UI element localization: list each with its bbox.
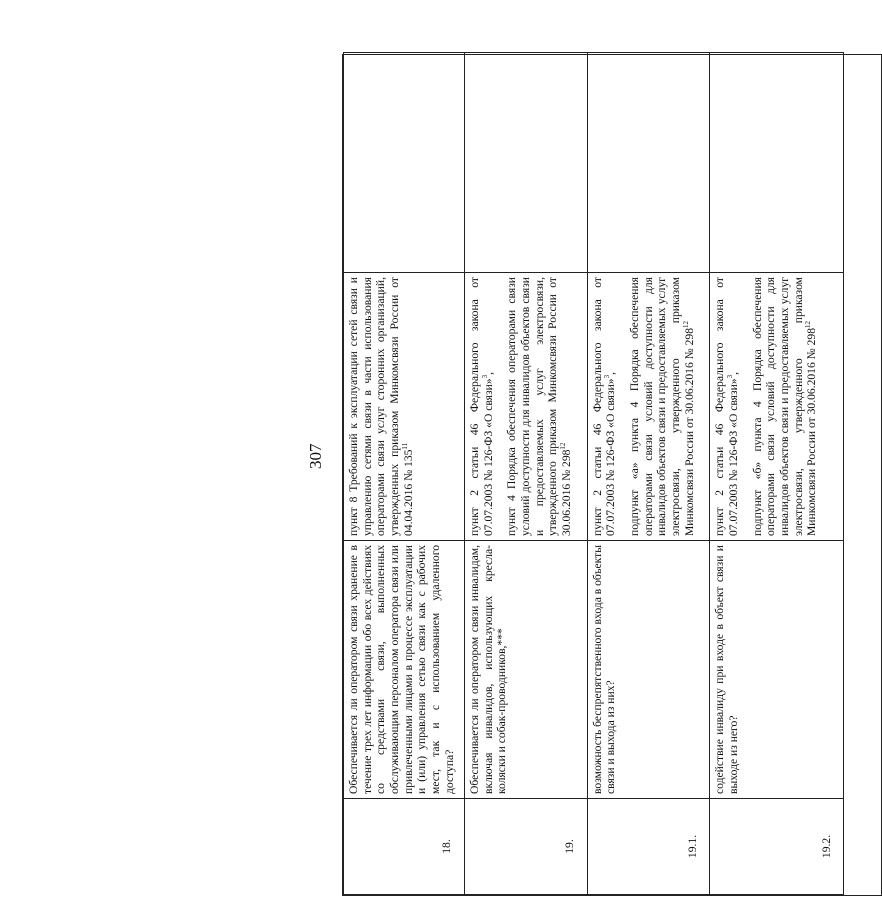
footnote-mark: 12 [559,442,568,450]
reference-cell: пункт 2 статьи 46 Федерального закона от 07.07.2003 № 126-ФЗ «О связи»$^3$, пункт 4 Порядка обеспечения операторами связи условий доступности для инвалидов объектов связи и предоставляемых услуг электросвязи, утвержденного приказом Минкомсвязи России от 30.06.2016 № $298^{12}$ [465,273,588,541]
row-number: 18. [344,799,465,895]
mark-cell [344,53,465,273]
reference-text: подпункт «б» пункта 4 Порядка обеспечения операторами связи условий доступности для инвалидов объектов связи и предоставляемых услуг электросвязи, утвержденного приказом Минкомсвязи России от 30.06.2016 № 298 [750,277,819,536]
table-row [344,53,465,895]
reference-cell: пункт 2 статьи 46 Федерального закона от 07.07.2003 № 126-ФЗ «О связи»$^3$, подпункт «а» пункта 4 Порядка обеспечения операторами связи условий доступности для инвалидов объектов связи и предоставляемых услуг электросвязи, утвержденного приказом Минкомсвязи России от 30.06.2016 № $298^{12}$ [587,273,710,541]
reference-text: пункт 4 Порядка обеспечения операторами связи условий доступности для инвалидов объектов связи и предоставляемых услуг электросвязи, утвержденного приказом Минкомсвязи России от 30.06.2016 № 298 [505,277,574,536]
reference-text: пункт 2 статьи 46 Федерального закона от 07.07.2003 № 126-ФЗ «О связи» [713,277,741,536]
requirements-table [342,54,882,896]
table-row [710,53,844,895]
table-row [587,53,710,895]
question-cell: Обеспечивается ли оператором связи хранение в течение трех лет информации обо всех действиях со средствами связи, выполненных обслуживающим персоналом оператора связи или привлеченными лицами в процессе эксплуатации и (или) управления сетью связи как с рабочих мест, так и с использованием удаленного доступа? [344,541,465,799]
page-number: 307 [306,443,325,469]
row-number: 19.1. [587,799,710,895]
reference-text: пункт 8 Требований к эксплуатации сетей связи и управлению сетями связи в части использования операторами связи услуг сторонних организаций, утвержденных приказом Минкомсвязи России от 04.04.2016 № 135 [347,277,415,536]
question-cell: Обеспечивается ли оператором связи инвалидам, включая инвалидов, использующих кресла-коляски и собак-проводников,*** [465,541,588,799]
reference-text: пункт 2 статьи 46 Федерального закона от 07.07.2003 № 126-ФЗ «О связи» [468,277,495,536]
table-row [465,53,588,895]
footnote-mark: 12 [681,320,690,328]
row-number: 19. [465,799,588,895]
question-cell: возможность беспрепятственного входа в объекты связи и выхода из них? [587,541,710,799]
mark-cell [587,53,710,273]
footnote-mark: 3 [603,374,612,379]
row-number: 19.2. [710,799,844,895]
footnote-mark: 3 [726,374,735,379]
footnote-mark: 12 [804,320,813,328]
mark-cell [710,53,844,273]
question-cell: содействие инвалиду при входе в объект связи и выходе из него? [710,541,844,799]
reference-text: подпункт «а» пункта 4 Порядка обеспечения операторами связи условий доступности для инвалидов объектов связи и предоставляемых услуг электросвязи, утвержденного приказом Минкомсвязи России от 30.06.2016 № 298 [628,277,696,536]
footnote-mark: 11 [400,442,409,450]
mark-cell [465,53,588,273]
footnote-mark: 3 [480,374,489,379]
reference-text: пункт 2 статьи 46 Федерального закона от 07.07.2003 № 126-ФЗ «О связи» [590,277,618,536]
reference-cell: пункт 2 статьи 46 Федерального закона от 07.07.2003 № 126-ФЗ «О связи»$^3$, подпункт «б» пункта 4 Порядка обеспечения операторами связи условий доступности для инвалидов объектов связи и предоставляемых услуг электросвязи, утвержденного приказом Минкомсвязи России от 30.06.2016 № $298^{12}$ [710,273,844,541]
reference-cell [344,273,465,541]
